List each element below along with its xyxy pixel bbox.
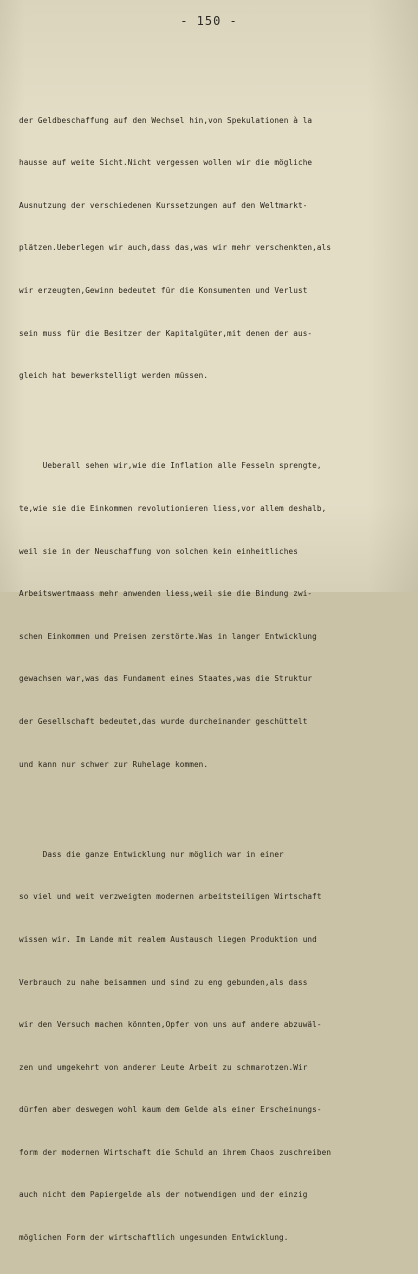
text-line: so viel und weit verzweigten modernen arbeitsteiligen Wirtschaft (19, 892, 322, 902)
text-line: Ausnutzung der verschiedenen Kurssetzungen auf den Weltmarkt- (19, 200, 308, 210)
text-line: Arbeitswertmaass mehr anwenden liess,weil sie die Bindung zwi- (19, 589, 313, 599)
page-number: - 150 - (180, 14, 238, 28)
paragraph-gap (19, 800, 407, 805)
text-line: wir erzeugten,Gewinn bedeutet für die Konsumenten und Verlust (19, 285, 308, 295)
text-line: gewachsen war,was das Fundament eines Staates,was die Struktur (19, 674, 313, 684)
text-line: sein muss für die Besitzer der Kapitalgüter,mit denen der aus- (19, 328, 313, 338)
text-line: zen und umgekehrt von anderer Leute Arbeit zu schmarotzen.Wir (19, 1062, 308, 1072)
text-line: wissen wir. Im Lande mit realem Austausch liegen Produktion und (19, 934, 317, 944)
text-line: plätzen.Ueberlegen wir auch,dass das,was wir mehr verschenkten,als (19, 243, 332, 253)
text-line: schen Einkommen und Preisen zerstörte.Was in langer Entwicklung (19, 631, 317, 641)
text-line: möglichen Form der wirtschaftlich ungesunden Entwicklung. (19, 1233, 289, 1243)
text-line: wir den Versuch machen könnten,Opfer von uns auf andere abzuwäl- (19, 1020, 322, 1030)
text-line: weil sie in der Neuschaffung von solchen kein einheitliches (19, 546, 298, 556)
text-line: Dass die ganze Entwicklung nur möglich war in einer (19, 849, 284, 859)
text-line: form der modernen Wirtschaft die Schuld an ihrem Chaos zuschreiben (19, 1147, 332, 1157)
text-line: Ueberall sehen wir,wie die Inflation alle Fesseln sprengte, (19, 461, 322, 471)
text-line: und kann nur schwer zur Ruhelage kommen. (19, 759, 209, 769)
text-line: der Gesellschaft bedeutet,das wurde durcheinander geschüttelt (19, 716, 308, 726)
document-body (19, 71, 407, 1274)
text-line: gleich hat bewerkstelligt werden müssen. (19, 371, 209, 381)
text-line: der Geldbeschaffung auf den Wechsel hin,von Spekulationen à la (19, 115, 313, 125)
text-line: te,wie sie die Einkommen revolutionieren liess,vor allem deshalb, (19, 503, 327, 513)
text-line: Verbrauch zu nahe beisammen und sind zu eng gebunden,als dass (19, 977, 308, 987)
text-line: hausse auf weite Sicht.Nicht vergessen wollen wir die mögliche (19, 158, 313, 168)
text-line: auch nicht dem Papiergelde als der notwendigen und der einzig (19, 1190, 308, 1200)
text-line: dürfen aber deswegen wohl kaum dem Gelde als einer Erscheinungs- (19, 1105, 322, 1115)
paragraph-gap (19, 412, 407, 417)
